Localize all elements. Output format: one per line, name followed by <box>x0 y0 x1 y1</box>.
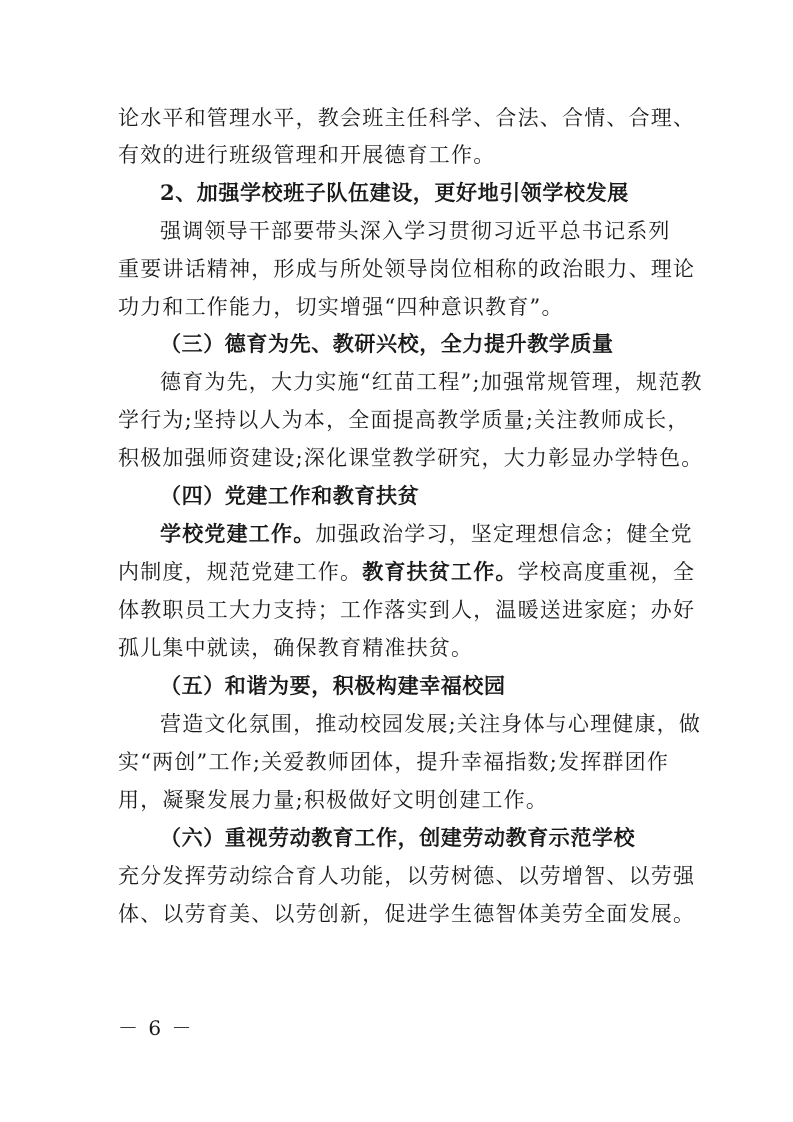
paragraph-line: 体、以劳育美、以劳创新，促进学生德智体美劳全面发展。 <box>118 902 696 926</box>
paragraph-line: 实“两创”工作;关爱教师团体，提升幸福指数;发挥群团作 <box>118 750 670 774</box>
section-heading-6: （六）重视劳动教育工作，创建劳动教育示范学校 <box>160 825 636 850</box>
party-building-label: 学校党建工作。 <box>160 521 316 546</box>
paragraph-line: 孤儿集中就读，确保教育精准扶贫。 <box>118 636 474 660</box>
poverty-alleviation-label: 教育扶贫工作。 <box>362 559 518 584</box>
party-building-text: 加强政治学习，坚定理想信念；健全党 <box>315 522 693 546</box>
paragraph-line: 用，凝聚发展力量;积极做好文明创建工作。 <box>118 788 549 812</box>
paragraph-line <box>118 555 696 589</box>
section-heading-2: 2、加强学校班子队伍建设，更好地引领学校发展 <box>160 180 629 205</box>
paragraph-line: 论水平和管理水平，教会班主任科学、合法、合情、合理、 <box>118 106 696 130</box>
paragraph-line: 体教职员工大力支持；工作落实到人，温暖送进家庭；办好 <box>118 598 696 622</box>
paragraph-line: 积极加强师资建设;深化课堂教学研究，大力彰显办学特色。 <box>118 446 704 470</box>
section-heading-4: （四）党建工作和教育扶贫 <box>160 483 420 508</box>
paragraph-line: 德育为先，大力实施“红苗工程”;加强常规管理，规范教 <box>160 370 703 394</box>
paragraph-line: 营造文化氛围，推动校园发展;关注身体与心理健康，做 <box>160 712 702 736</box>
paragraph-line <box>160 517 693 551</box>
section-heading-3: （三）德育为先、教研兴校，全力提升教学质量 <box>160 331 614 356</box>
poverty-alleviation-text: 学校高度重视，全 <box>517 560 696 584</box>
paragraph-line: 重要讲话精神，形成与所处领导岗位相称的政治眼力、理论 <box>118 257 696 281</box>
paragraph-line: 学行为;坚持以人为本，全面提高教学质量;关注教师成长， <box>118 408 690 432</box>
paragraph-line: 有效的进行班级管理和开展德育工作。 <box>118 143 496 167</box>
paragraph-line: 功力和工作能力，切实增强“四种意识教育”。 <box>118 295 564 319</box>
paragraph-line: 充分发挥劳动综合育人功能，以劳树德、以劳增智、以劳强 <box>118 864 696 888</box>
paragraph-line: 强调领导干部要带头深入学习贯彻习近平总书记系列 <box>160 219 671 243</box>
page-number: － 6 － <box>118 1016 194 1040</box>
party-building-text-cont: 内制度，规范党建工作。 <box>118 560 363 584</box>
section-heading-5: （五）和谐为要，积极构建幸福校园 <box>160 673 506 698</box>
